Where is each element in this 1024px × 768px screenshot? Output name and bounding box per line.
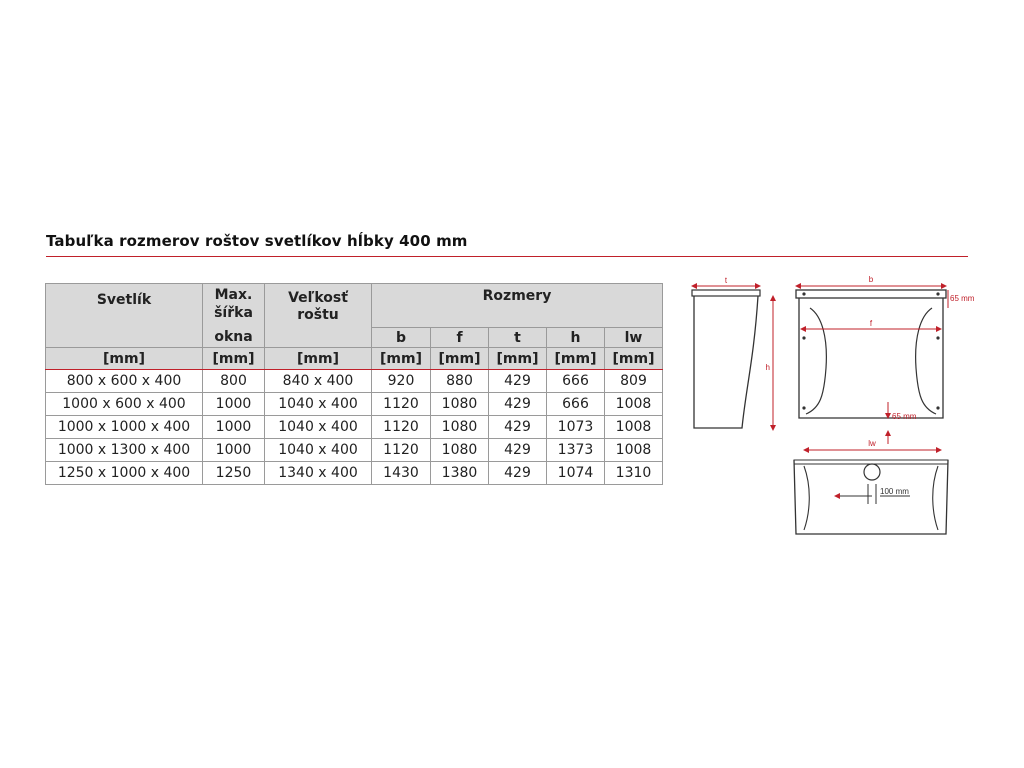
cell-t: 429 <box>489 416 547 439</box>
cell-max-sirka: 800 <box>203 370 265 393</box>
cell-lw: 1008 <box>605 439 663 462</box>
side-view <box>692 276 773 430</box>
cell-h: 666 <box>547 370 605 393</box>
unit-f: [mm] <box>431 348 489 370</box>
cell-b: 920 <box>372 370 431 393</box>
cell-h: 666 <box>547 393 605 416</box>
cell-max-sirka: 1000 <box>203 393 265 416</box>
header-lw: lw <box>605 328 663 348</box>
cell-h: 1373 <box>547 439 605 462</box>
h-label: h <box>765 363 770 372</box>
unit-lw: [mm] <box>605 348 663 370</box>
cell-f: 1080 <box>431 393 489 416</box>
t-label: t <box>724 276 728 285</box>
header-velkost-rostu: Veľkosť roštu <box>265 284 372 348</box>
unit-t: [mm] <box>489 348 547 370</box>
cell-h: 1073 <box>547 416 605 439</box>
cell-max-sirka: 1000 <box>203 416 265 439</box>
drain-label: 100 mm <box>880 487 909 496</box>
cell-b: 1120 <box>372 439 431 462</box>
b-label: b <box>868 275 874 284</box>
table-row <box>46 462 663 485</box>
unit-max-sirka: [mm] <box>203 348 265 370</box>
cell-velkost-rostu: 1040 x 400 <box>265 416 372 439</box>
window-well-diagram <box>680 268 980 543</box>
cell-lw: 809 <box>605 370 663 393</box>
unit-h: [mm] <box>547 348 605 370</box>
cell-f: 880 <box>431 370 489 393</box>
cell-lw: 1310 <box>605 462 663 485</box>
unit-svetlik: [mm] <box>46 348 203 370</box>
cell-f: 1080 <box>431 416 489 439</box>
cell-velkost-rostu: 1040 x 400 <box>265 439 372 462</box>
drain-circle <box>864 464 880 480</box>
front-view <box>796 275 975 444</box>
f-label: f <box>869 319 873 328</box>
cell-b: 1120 <box>372 416 431 439</box>
cell-b: 1430 <box>372 462 431 485</box>
cell-h: 1074 <box>547 462 605 485</box>
cell-f: 1080 <box>431 439 489 462</box>
cell-svetlik: 800 x 600 x 400 <box>46 370 203 393</box>
cell-f: 1380 <box>431 462 489 485</box>
bottom-gap-label: 65 mm <box>892 412 917 421</box>
unit-b: [mm] <box>372 348 431 370</box>
header-b: b <box>372 328 431 348</box>
cell-t: 429 <box>489 393 547 416</box>
header-f: f <box>431 328 489 348</box>
cell-svetlik: 1250 x 1000 x 400 <box>46 462 203 485</box>
lw-label: lw <box>868 439 876 448</box>
cell-t: 429 <box>489 462 547 485</box>
table-row <box>46 439 663 462</box>
dimensions-table <box>45 283 663 485</box>
bottom-view <box>794 439 948 534</box>
top-gap-label: 65 mm <box>950 294 975 303</box>
cell-velkost-rostu: 840 x 400 <box>265 370 372 393</box>
cell-velkost-rostu: 1340 x 400 <box>265 462 372 485</box>
header-rozmery: Rozmery <box>372 284 663 328</box>
cell-b: 1120 <box>372 393 431 416</box>
cell-svetlik: 1000 x 1000 x 400 <box>46 416 203 439</box>
cell-max-sirka: 1000 <box>203 439 265 462</box>
cell-svetlik: 1000 x 600 x 400 <box>46 393 203 416</box>
header-h: h <box>547 328 605 348</box>
table-row <box>46 370 663 393</box>
cell-lw: 1008 <box>605 393 663 416</box>
header-svetlik: Svetlík <box>46 284 203 348</box>
header-t: t <box>489 328 547 348</box>
cell-t: 429 <box>489 439 547 462</box>
title-divider <box>46 256 968 257</box>
cell-svetlik: 1000 x 1300 x 400 <box>46 439 203 462</box>
cell-lw: 1008 <box>605 416 663 439</box>
unit-velkost-rostu: [mm] <box>265 348 372 370</box>
header-max-sirka: Max. šířka okna <box>203 284 265 348</box>
cell-max-sirka: 1250 <box>203 462 265 485</box>
cell-velkost-rostu: 1040 x 400 <box>265 393 372 416</box>
table-row <box>46 416 663 439</box>
page-title: Tabuľka rozmerov roštov svetlíkov hĺbky 400 mm <box>46 232 468 250</box>
cell-t: 429 <box>489 370 547 393</box>
table-row <box>46 393 663 416</box>
